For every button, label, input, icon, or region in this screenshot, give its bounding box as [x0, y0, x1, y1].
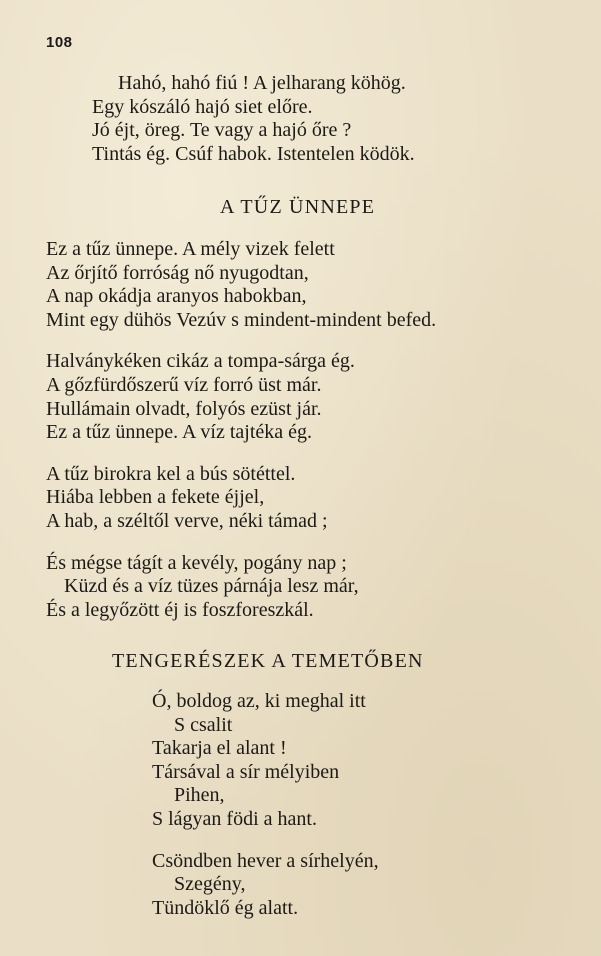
poem-line: A nap okádja aranyos habokban, — [46, 285, 307, 308]
stanza — [46, 552, 436, 623]
poem-line: Csöndben hever a sírhelyén, — [152, 849, 379, 872]
poem-line: Halványkéken cikáz a tompa-sárga ég. — [46, 350, 355, 373]
poem-line: Hullámain olvadt, folyós ezüst jár. — [46, 397, 322, 420]
page-number: 108 — [46, 34, 73, 51]
poem-line: Takarja el alant ! — [152, 737, 287, 760]
poem-line: Pihen, — [174, 784, 225, 807]
poem-line: S lágyan födi a hant. — [152, 807, 317, 830]
poem-line: Küzd és a víz tüzes párnája lesz már, — [64, 575, 359, 598]
poem-line: És mégse tágít a kevély, pogány nap ; — [46, 551, 347, 574]
poem-body — [46, 238, 436, 622]
poem-line: Ó, boldog az, ki meghal itt — [152, 690, 366, 712]
poem-line: És a legyőzött éj is foszforeszkál. — [46, 598, 314, 621]
poem-line: Tündöklő ég alatt. — [152, 896, 299, 919]
poem-title: A TŰZ ÜNNEPE — [220, 196, 376, 218]
poem-line: Az őrjítő forróság nő nyugodtan, — [46, 261, 309, 284]
poem-line: Hiába lebben a fekete éjjel, — [46, 486, 265, 509]
stanza — [152, 850, 379, 921]
poem-line: Jó éjt, öreg. Te vagy a hajó őre ? — [92, 119, 352, 142]
poem-line: A tűz birokra kel a bús sötéttel. — [46, 462, 296, 485]
poem-line: A hab, a széltől verve, néki támad ; — [46, 509, 328, 532]
poem-line: Egy kószáló hajó siet előre. — [92, 95, 313, 118]
poem-line: S csalit — [174, 713, 233, 736]
poem-line: Ez a tűz ünnepe. A víz tajtéka ég. — [46, 421, 313, 444]
poem-line: A gőzfürdőszerű víz forró üst már. — [46, 373, 322, 396]
stanza — [46, 463, 436, 534]
stanza — [46, 238, 436, 332]
poem-line: Társával a sír mélyiben — [152, 760, 340, 783]
poem-line: Hahó, hahó fiú ! A jelharang köhög. — [118, 72, 406, 94]
poem-body — [152, 690, 379, 920]
poem-line: Tintás ég. Csúf habok. Istentelen ködök. — [92, 142, 415, 165]
opening-stanza — [92, 72, 415, 166]
poem-title: TENGERÉSZEK A TEMETŐBEN — [112, 650, 424, 672]
poem-line: Mint egy dühös Vezúv s mindent-mindent befed. — [46, 308, 437, 331]
poem-line: Ez a tűz ünnepe. A mély vizek felett — [46, 238, 335, 260]
stanza — [46, 350, 436, 444]
poem-line: Szegény, — [174, 873, 246, 896]
stanza — [152, 690, 379, 832]
